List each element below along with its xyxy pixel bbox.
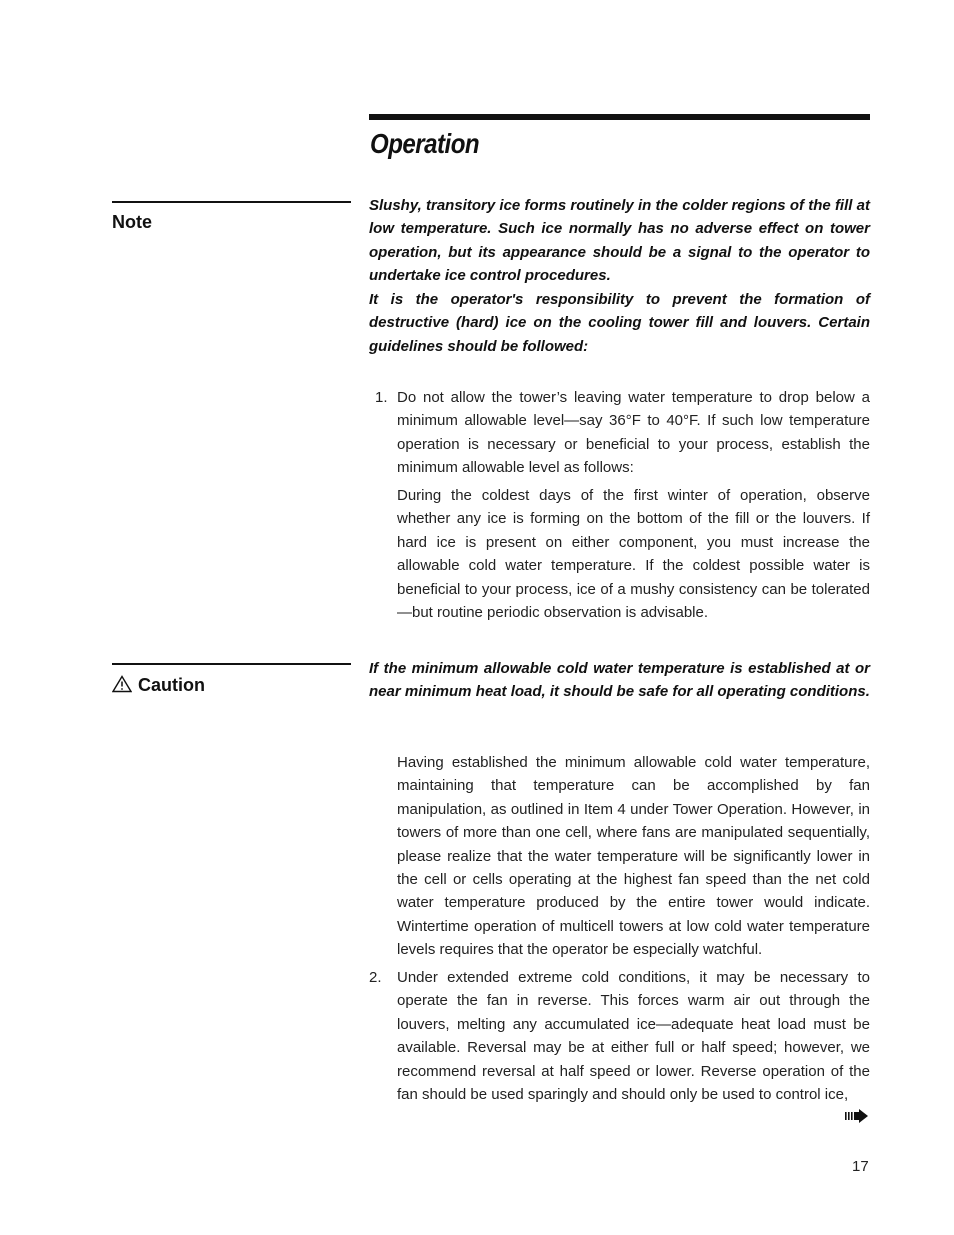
page-title: Operation [370,128,480,159]
title-rule [369,114,870,120]
page-number: 17 [852,1158,869,1175]
caution-text: If the minimum allowable cold water temperature is established at or near minimum heat load, it should be safe for all operating conditions. [369,660,870,701]
step-2-number: 2. [369,969,382,986]
note-paragraph-1: Slushy, transitory ice forms routinely in the colder regions of the fill at low temperature. Such ice normally has no adverse effect on tower operation, but its appearance should be a signal to the operator to undertake ice control procedures. [369,197,870,285]
caution-rule [112,663,351,665]
continued-arrow-icon [845,1108,869,1124]
step-2-text: Under extended extreme cold conditions, it may be necessary to operate the fan in reverse. This forces warm air out through the louvers, melting any accumulated ice—adequate heat load must be available. Reversal may be at either full or half speed; however, we recommend reversal at half speed or lower. Reverse operation of the fan should be used sparingly and should only be used to control ice, [397,969,870,1104]
step-1-subparagraph: During the coldest days of the first winter of operation, observe whether any ice is forming on the bottom of the fill or the louvers. If hard ice is present on either component, you must increase the allowable cold water temperature. If the coldest possible water is beneficial to your process, ice of a mushy consistency can be tolerated—but routine periodic observation is advisable. [397,487,870,622]
note-label: Note [112,212,152,232]
step-1-text: Do not allow the tower’s leaving water temperature to drop below a minimum allowable level—say 36°F to 40°F. If such low temperature operation is necessary or beneficial to your process, establish the minimum allowable level as follows: [397,389,870,477]
after-caution-paragraph: Having established the minimum allowable cold water temperature, maintaining that temperature can be accomplished by fan manipulation, as outlined in Item 4 under Tower Operation. However, in towers of more than one cell, where fans are manipulated sequentially, please realize that the water temperature will be significantly lower in the cell or cells operating at the highest fan speed than the net cold water temperature produced by the entire tower would indicate. Wintertime operation of multicell towers at low cold water temperature levels requires that the operator be especially watchful. [397,754,870,959]
note-rule [112,201,351,203]
caution-label-text: Caution [138,675,205,695]
caution-label [112,675,205,696]
warning-triangle-icon [112,675,132,693]
step-1-number: 1. [375,389,388,406]
note-paragraph-2: It is the operator's responsibility to prevent the formation of destructive (hard) ice on the cooling tower fill and louvers. Certain guidelines should be followed: [369,291,870,355]
